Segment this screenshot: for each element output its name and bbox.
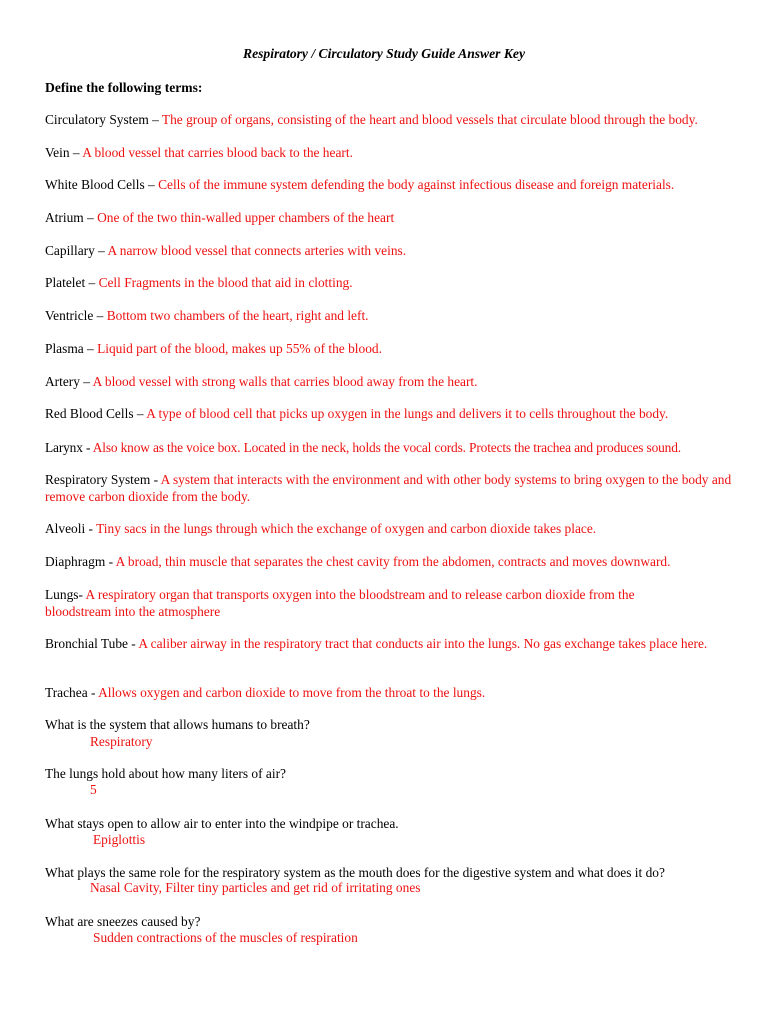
term-label: Capillary – (45, 243, 108, 258)
term-definition: A type of blood cell that picks up oxygen in the lungs and delivers it to cells throughout the body. (146, 406, 669, 421)
term-respiratory-system (45, 471, 735, 505)
term-lungs (45, 586, 670, 620)
question-text: What is the system that allows humans to breath? (45, 717, 310, 732)
term-definition: A blood vessel with strong walls that carries blood away from the heart. (92, 374, 478, 389)
term-label: Artery – (45, 374, 93, 389)
term-definition: A caliber airway in the respiratory tract that conducts air into the lungs. No gas exchange takes place here. (138, 636, 708, 651)
term-definition: A respiratory organ that transports oxygen into the bloodstream and to release carbon dioxide from the bloodstream into the atmosphere (45, 587, 635, 619)
term-definition: Cells of the immune system defending the body against infectious disease and foreign materials. (158, 177, 675, 192)
term-platelet (45, 274, 735, 291)
term-definition: A blood vessel that carries blood back to the heart. (82, 145, 353, 160)
term-label: Circulatory System – (45, 112, 162, 127)
term-definition: Tiny sacs in the lungs through which the exchange of oxygen and carbon dioxide takes place. (96, 521, 597, 536)
question-answer: Sudden contractions of the muscles of respiration (93, 930, 358, 945)
term-label: Larynx - (45, 440, 93, 455)
term-red-blood-cells (45, 405, 735, 422)
term-label: Vein – (45, 145, 83, 160)
question-answer: Nasal Cavity, Filter tiny particles and get rid of irritating ones (90, 880, 421, 895)
term-definition: Liquid part of the blood, makes up 55% of the blood. (97, 341, 382, 356)
term-label: Alveoli - (45, 521, 97, 536)
question-text: What stays open to allow air to enter into the windpipe or trachea. (45, 816, 399, 831)
term-label: Plasma – (45, 341, 98, 356)
question-text: What plays the same role for the respiratory system as the mouth does for the digestive system and what does it do? (45, 865, 665, 880)
term-label: Ventricle – (45, 308, 107, 323)
term-label: Lungs- (45, 587, 86, 602)
term-label: Platelet – (45, 275, 99, 290)
term-definition: A system that interacts with the environment and with other body systems to bring oxygen to the body and remove carbon dioxide from the body. (45, 472, 732, 504)
term-alveoli (45, 520, 735, 537)
term-trachea (45, 684, 735, 701)
term-definition: The group of organs, consisting of the heart and blood vessels that circulate blood through the body. (161, 112, 698, 127)
term-label: Respiratory System - (45, 472, 161, 487)
term-definition: Bottom two chambers of the heart, right and left. (106, 308, 369, 323)
term-definition: Allows oxygen and carbon dioxide to move from the throat to the lungs. (98, 685, 486, 700)
term-label: Bronchial Tube - (45, 636, 139, 651)
term-label: White Blood Cells – (45, 177, 159, 192)
term-label: Diaphragm - (45, 554, 116, 569)
term-ventricle (45, 307, 735, 324)
term-definition: Cell Fragments in the blood that aid in clotting. (98, 275, 353, 290)
question-answer: Epiglottis (93, 832, 146, 847)
term-label: Trachea - (45, 685, 99, 700)
term-white-blood-cells (45, 176, 735, 193)
term-definition: A broad, thin muscle that separates the chest cavity from the abdomen, contracts and moves downward. (115, 554, 671, 569)
term-bronchial-tube (45, 635, 715, 652)
section-heading: Define the following terms: (45, 80, 203, 95)
document-title: Respiratory / Circulatory Study Guide Answer Key (243, 46, 525, 61)
term-label: Red Blood Cells – (45, 406, 147, 421)
term-vein (45, 144, 735, 161)
term-definition: Also know as the voice box. Located in the neck, holds the vocal cords. Protects the trachea and produces sound. (92, 440, 681, 455)
term-label: Atrium – (45, 210, 98, 225)
question-text: The lungs hold about how many liters of air? (45, 766, 286, 781)
term-larynx (45, 439, 735, 456)
question-text: What are sneezes caused by? (45, 914, 201, 929)
term-circulatory-system (45, 111, 735, 128)
term-atrium (45, 209, 735, 226)
term-definition: One of the two thin-walled upper chambers of the heart (97, 210, 395, 225)
question-answer: Respiratory (90, 734, 153, 749)
term-definition: A narrow blood vessel that connects arteries with veins. (107, 243, 407, 258)
term-artery (45, 373, 735, 390)
question-answer: 5 (90, 782, 97, 797)
term-plasma (45, 340, 735, 357)
term-capillary (45, 242, 735, 259)
term-diaphragm (45, 553, 735, 570)
